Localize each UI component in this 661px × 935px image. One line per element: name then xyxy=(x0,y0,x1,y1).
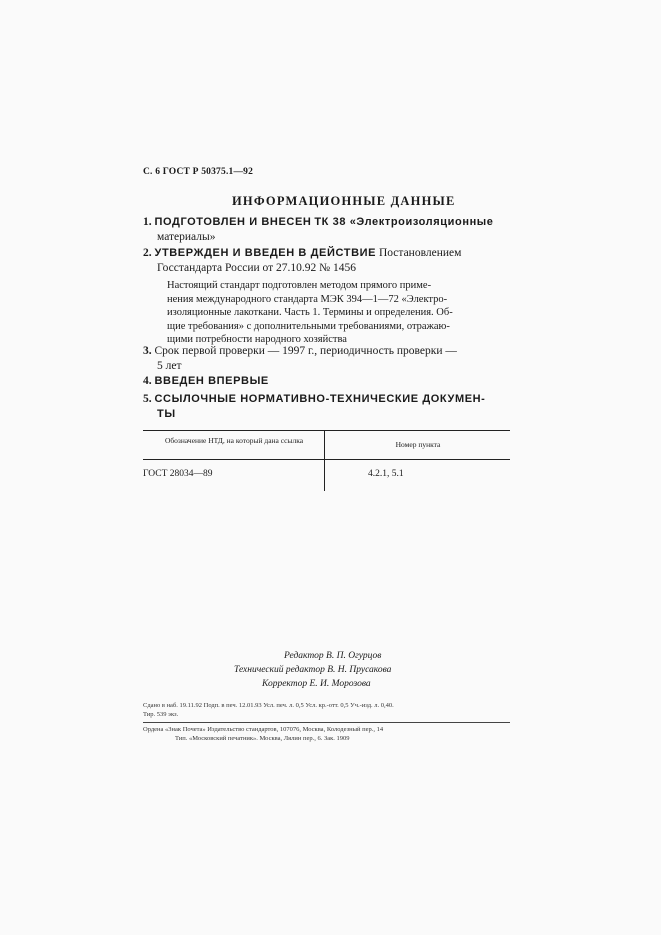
imprint-circulation: Тир. 539 экз. xyxy=(143,711,179,718)
proofreader-credit: Корректор Е. И. Морозова xyxy=(262,679,371,689)
table-top-rule xyxy=(143,430,510,431)
table-header-document: Обозначение НТД, на который дана ссылка xyxy=(164,436,304,445)
table-column-divider xyxy=(324,430,325,491)
document-title: ИНФОРМАЦИОННЫЕ ДАННЫЕ xyxy=(232,194,456,208)
section-4 xyxy=(143,374,269,389)
editor-credit: Редактор В. П. Огурцов xyxy=(284,651,382,661)
section-1 xyxy=(143,215,494,245)
paragraph-line: нения международного стандарта МЭК 394—1—72 «Электро- xyxy=(167,293,448,305)
paragraph-line: Настоящий стандарт подготовлен методом прямого приме- xyxy=(167,280,432,291)
section-heading-cont: ТЫ xyxy=(157,408,176,420)
paragraph-line: щие требования» с дополнительными требованиями, отражаю- xyxy=(167,320,450,332)
table-cell-clause: 4.2.1, 5.1 xyxy=(368,469,404,479)
table-header-clause: Номер пункта xyxy=(395,440,441,449)
paragraph-line: изоляционные лакоткани. Часть 1. Термины и определения. Об- xyxy=(167,307,453,319)
section-number: 4. xyxy=(143,375,152,387)
table-header-rule xyxy=(143,459,510,460)
section-3 xyxy=(143,344,457,374)
section-text-cont: 5 лет xyxy=(157,360,182,372)
section-2 xyxy=(143,246,461,276)
section-number: 1. xyxy=(143,216,152,228)
publisher-line: Ордена «Знак Почета» Издательство стандартов, 107076, Москва, Колодезный пер., 14 xyxy=(143,726,384,733)
tech-editor-credit: Технический редактор В. Н. Прусакова xyxy=(234,665,392,675)
paragraph-line: щими потребности народного хозяйства xyxy=(167,334,347,346)
table-cell-document: ГОСТ 28034—89 xyxy=(143,469,213,479)
page-header: С. 6 ГОСТ Р 50375.1—92 xyxy=(143,167,254,177)
section-number: 3. xyxy=(143,345,152,357)
imprint-line: Сдано в наб. 19.11.92 Подп. в печ. 12.01.93 Усл. печ. л. 0,5 Усл. кр.-отт. 0,5 Уч.-изд. л. 0,40. xyxy=(143,702,394,709)
section-number: 5. xyxy=(143,393,152,405)
printer-line: Тип. «Московский печатник». Москва, Лялин пер., 6. Зак. 1909 xyxy=(175,735,350,742)
section-text: Срок первой проверки — 1997 г., периодичность проверки — xyxy=(154,345,457,357)
section-text-cont: материалы» xyxy=(157,231,216,243)
section-5 xyxy=(143,392,485,422)
section-heading: ПОДГОТОВЛЕН И ВНЕСЕН xyxy=(154,216,312,228)
imprint-divider xyxy=(143,722,510,723)
section-text: ТК 38 «Электроизоляционные xyxy=(314,216,494,228)
section-number: 2. xyxy=(143,247,152,259)
section-heading: УТВЕРЖДЕН И ВВЕДЕН В ДЕЙСТВИЕ xyxy=(154,247,377,259)
standard-note-paragraph xyxy=(167,279,453,347)
section-text-cont: Госстандарта России от 27.10.92 № 1456 xyxy=(157,262,357,274)
section-text: Постановлением xyxy=(378,247,462,259)
section-heading: ВВЕДЕН ВПЕРВЫЕ xyxy=(154,375,269,387)
section-heading: ССЫЛОЧНЫЕ НОРМАТИВНО-ТЕХНИЧЕСКИЕ ДОКУМЕН- xyxy=(154,393,486,405)
